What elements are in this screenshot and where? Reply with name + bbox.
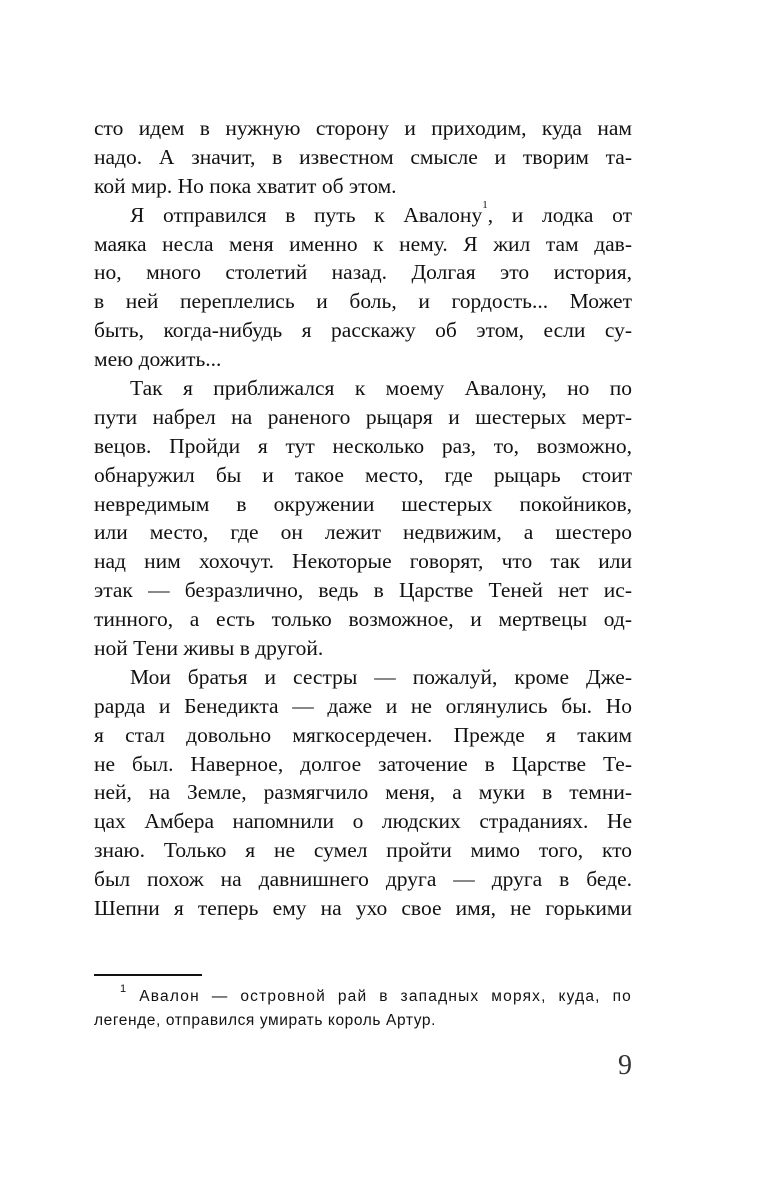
footnote-line <box>94 985 632 1009</box>
text-line: мею дожить... <box>94 347 222 372</box>
text-line: знаю. Только я не сумел пройти мимо того, кто <box>94 838 632 863</box>
text-line: но, много столетий назад. Долгая это история, <box>94 260 632 285</box>
footnote-text: Авалон — островной рай в западных морях, куда, по <box>139 988 632 1005</box>
text-line: невредимым в окружении шестерых покойников, <box>94 491 632 516</box>
text-line: быть, когда-нибудь я расскажу об этом, если су- <box>94 318 632 343</box>
text-line: цах Амбера напомнили о людских страданиях. Не <box>94 809 632 834</box>
text-line <box>94 198 632 230</box>
text-line: пути набрел на раненого рыцаря и шестерых мерт- <box>94 404 632 429</box>
text-line: надо. А значит, в известном смысле и творим та- <box>94 144 632 169</box>
text-line: маяка несла меня именно к нему. Я жил там дав- <box>94 231 632 256</box>
text-line: вецов. Пройди я тут несколько раз, то, возможно, <box>94 433 632 458</box>
text-line: не был. Наверное, долгое заточение в Царстве Те- <box>94 751 632 776</box>
text-line: был похож на давнишнего друга — друга в беде. <box>94 867 632 892</box>
text-line: обнаружил бы и такое место, где рыцарь стоит <box>94 462 632 487</box>
footnote-reference[interactable]: 1 <box>482 198 488 211</box>
text-fragment: , и лодка от <box>487 202 632 227</box>
page-number: 9 <box>618 1050 632 1081</box>
text-line: ней, на Земле, размягчило меня, а муки в темни- <box>94 780 632 805</box>
text-line: Шепни я теперь ему на ухо свое имя, не горькими <box>94 896 632 921</box>
text-line: или место, где он лежит недвижим, а шестеро <box>94 520 632 545</box>
text-line: я стал довольно мягкосердечен. Прежде я таким <box>94 722 632 747</box>
text-line: в ней переплелись и боль, и гордость... Может <box>94 289 632 314</box>
footnote-line: легенде, отправился умирать король Артур. <box>94 1012 437 1029</box>
text-line: кой мир. Но пока хватит об этом. <box>94 173 397 198</box>
text-line: тинного, а есть только возможное, и мертвецы од- <box>94 607 632 632</box>
text-line: рарда и Бенедикта — даже и не оглянулись бы. Но <box>94 693 632 718</box>
text-fragment: Я отправился в путь к Авалону <box>130 202 483 227</box>
text-line: Мои братья и сестры — пожалуй, кроме Дже- <box>130 664 632 689</box>
footnote <box>94 985 632 1033</box>
text-line: сто идем в нужную сторону и приходим, куда нам <box>94 116 632 140</box>
footnote-divider <box>94 974 202 976</box>
text-line: над ним хохочут. Некоторые говорят, что так или <box>94 549 632 574</box>
body-text <box>94 114 632 923</box>
footnote-marker: 1 <box>120 983 128 995</box>
text-line: Так я приближался к моему Авалону, но по <box>130 376 632 401</box>
text-line: ной Тени живы в другой. <box>94 636 324 661</box>
text-line: этак — безразлично, ведь в Царстве Теней нет ис- <box>94 578 632 603</box>
